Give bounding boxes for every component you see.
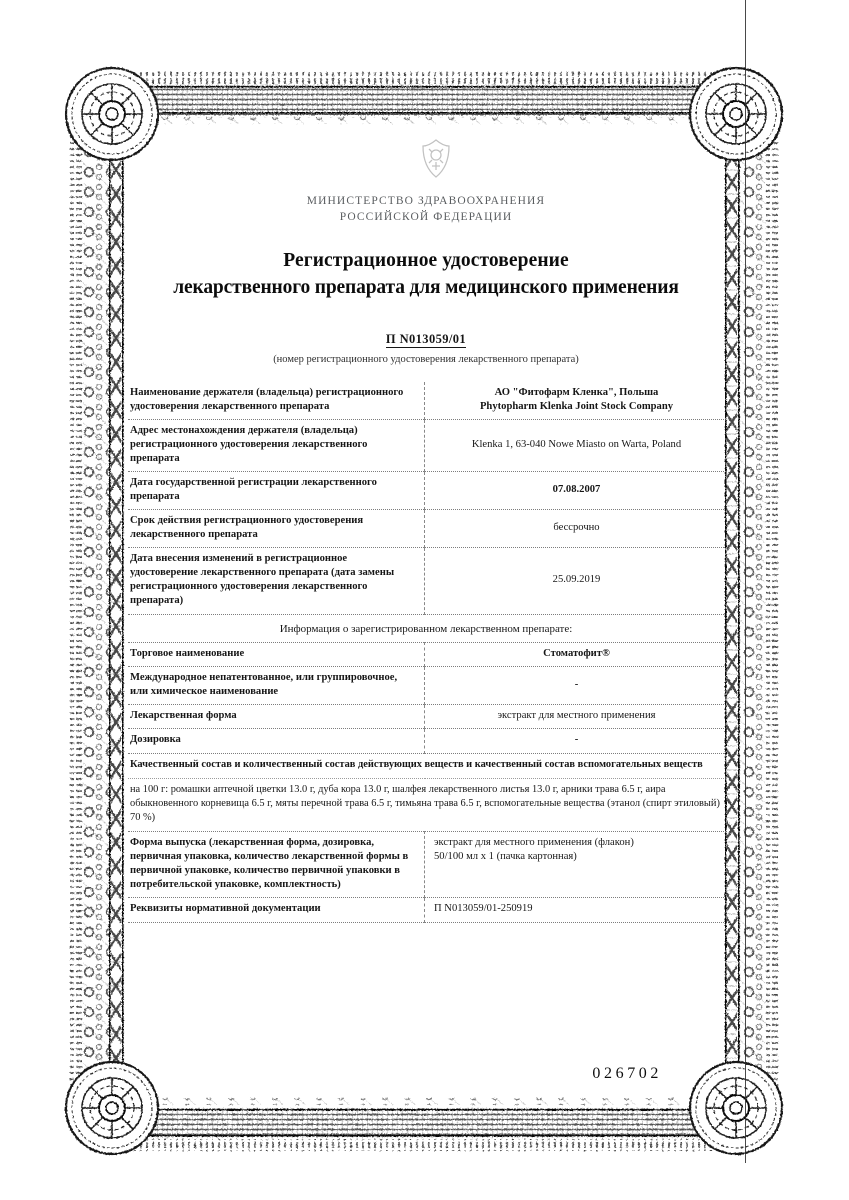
row-label: Международное непатентованное, или группировочное, или химическое наименование: [128, 667, 425, 705]
composition-header-row: [128, 753, 724, 778]
row-value: [425, 382, 725, 420]
registration-number: [128, 332, 724, 347]
table-row: [128, 382, 724, 420]
row-value: бессрочно: [425, 510, 725, 548]
certificate-table: [128, 382, 724, 923]
table-row: [128, 832, 724, 898]
ministry-line-1: МИНИСТЕРСТВО ЗДРАВООХРАНЕНИЯ: [306, 195, 546, 207]
product-info-banner: Информация о зарегистрированном лекарственном препарате:: [128, 614, 724, 643]
row-label: Дозировка: [128, 729, 425, 753]
row-value: 25.09.2019: [425, 548, 725, 614]
value-line-2: 50/100 мл х 1 (пачка картонная): [434, 851, 577, 863]
row-label: Срок действия регистрационного удостоверения лекарственного препарата: [128, 510, 425, 548]
composition-body-row: [128, 778, 724, 831]
row-value: П N013059/01-250919: [425, 898, 725, 922]
row-value: Klenka 1, 63-040 Nowe Miasto on Warta, Poland: [425, 419, 725, 471]
row-label: Торговое наименование: [128, 643, 425, 667]
row-label: Форма выпуска (лекарственная форма, дозировка, первичная упаковка, количество лекарственной формы в первичной упаковке, количество первичной упаковки в потребительской упаковке, комплектность): [128, 832, 425, 898]
row-value: [425, 832, 725, 898]
registration-number-caption: (номер регистрационного удостоверения лекарственного препарата): [273, 353, 579, 365]
row-label: Реквизиты нормативной документации: [128, 898, 425, 922]
row-label: Наименование держателя (владельца) регистрационного удостоверения лекарственного препарата: [128, 382, 425, 420]
title-line-1: Регистрационное удостоверение: [283, 249, 569, 271]
certificate-content: [128, 120, 724, 1100]
ministry-header: [128, 194, 724, 226]
table-row: [128, 471, 724, 509]
table-row: [128, 419, 724, 471]
composition-body: на 100 г: ромашки аптечной цветки 13.0 г, дуба кора 13.0 г, шалфея лекарственного листья 13.0 г, арники трава 6.5 г, аира обыкновенного корневища 6.5 г, мяты перечной трава 6.5 г, тимьяна трава 6.5 г, вспомогательные вещества (этанол (спирт этиловый) 70 %): [128, 778, 724, 831]
table-row: [128, 548, 724, 614]
table-row: [128, 667, 724, 705]
table-row: [128, 510, 724, 548]
table-row: [128, 705, 724, 729]
registration-number-value: П N013059/01: [385, 331, 467, 346]
row-value: -: [425, 667, 725, 705]
row-label: Адрес местонахождения держателя (владельца) регистрационного удостоверения лекарственного препарата: [128, 419, 425, 471]
row-value: Стоматофит®: [425, 643, 725, 667]
value-line-1: АО "Фитофарм Кленка", Польша: [494, 386, 659, 398]
row-value: -: [425, 729, 725, 753]
page-title: [128, 248, 724, 302]
composition-header: Качественный состав и количественный состав действующих веществ и качественный состав вспомогательных веществ: [128, 753, 724, 778]
row-value: экстракт для местного применения: [425, 705, 725, 729]
table-row: [128, 729, 724, 753]
value-line-2: Phytopharm Klenka Joint Stock Company: [479, 400, 674, 412]
row-label: Дата внесения изменений в регистрационное удостоверение лекарственного препарата (дата замены регистрационного удостоверения лекарственного препарата): [128, 548, 425, 614]
ministry-line-2: РОССИЙСКОЙ ФЕДЕРАЦИИ: [339, 210, 513, 223]
table-row: [128, 898, 724, 922]
row-value: 07.08.2007: [425, 471, 725, 509]
table-row: [128, 643, 724, 667]
title-line-2: лекарственного препарата для медицинского применения: [173, 276, 679, 298]
row-label: Дата государственной регистрации лекарственного препарата: [128, 471, 425, 509]
serial-number: 026702: [592, 1065, 662, 1082]
product-info-banner-row: [128, 614, 724, 643]
row-label: Лекарственная форма: [128, 705, 425, 729]
value-line-1: экстракт для местного применения (флакон): [434, 837, 634, 849]
coat-of-arms-emblem-icon: [416, 136, 456, 182]
